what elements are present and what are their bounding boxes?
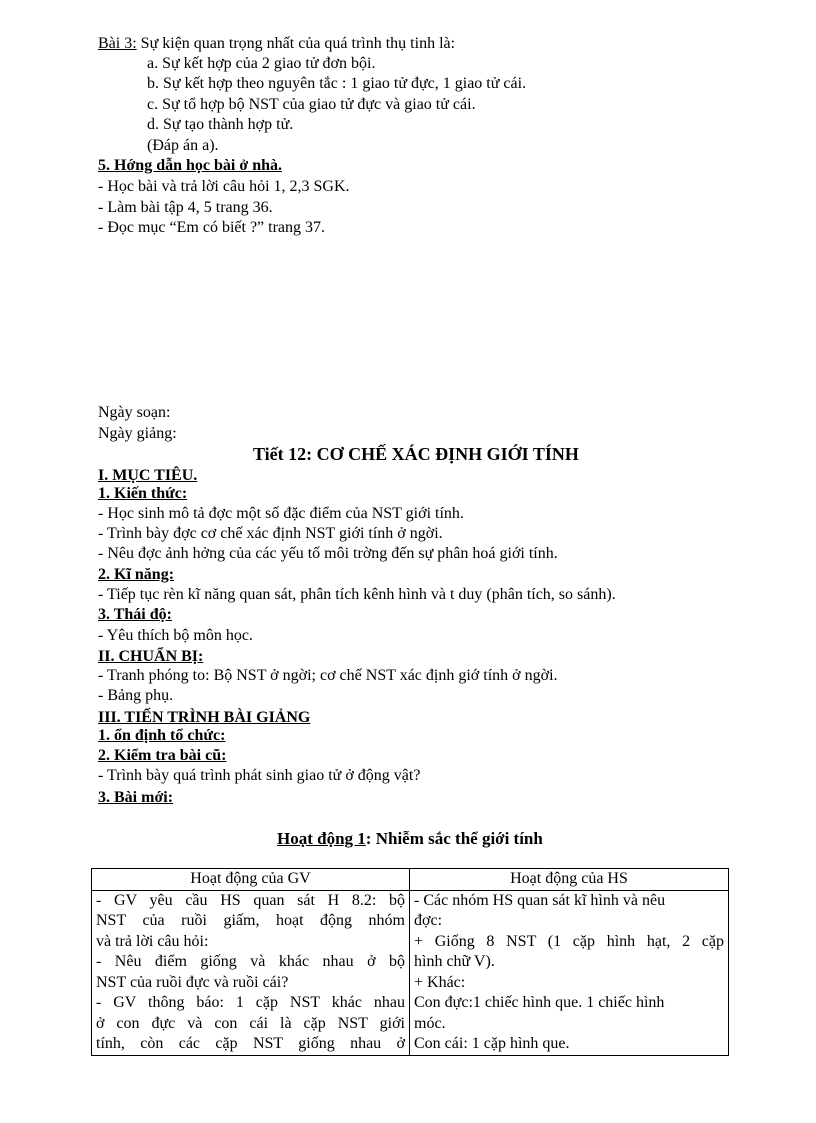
student-line: Con đực:1 chiếc hình que. 1 chiếc hình bbox=[414, 994, 665, 1011]
attitude-item-1: - Yêu thích bộ môn học. bbox=[98, 627, 253, 644]
lesson-prefix: Tiết 12: bbox=[253, 444, 313, 464]
teach-date-label: Ngày giảng: bbox=[98, 425, 177, 442]
teacher-line: - Nêu điểm giống và khác nhau ở bộ bbox=[96, 953, 405, 970]
activity-table-header bbox=[92, 869, 729, 891]
exercise-3-option-c: c. Sự tổ hợp bộ NST của giao tử đực và giao tử cái. bbox=[147, 96, 476, 113]
lesson-name: CƠ CHẾ XÁC ĐỊNH GIỚI TÍNH bbox=[316, 444, 579, 464]
student-line: Con cái: 1 cặp hình que. bbox=[414, 1035, 570, 1052]
student-line: - Các nhóm HS quan sát kĩ hình và nêu bbox=[414, 891, 666, 909]
exercise-3-label: Bài 3: bbox=[98, 35, 137, 52]
homework-item-3: - Đọc mục “Em có biết ?” trang 37. bbox=[98, 219, 326, 236]
activity-table-row bbox=[92, 890, 729, 1055]
student-line: hình chữ V). bbox=[414, 953, 495, 970]
teacher-line: NST của ruồi đực và ruồi cái? bbox=[96, 973, 289, 991]
teacher-line: NST của ruồi giấm, hoạt động nhóm bbox=[96, 912, 405, 929]
student-line: + Khác: bbox=[414, 973, 466, 991]
activity-table bbox=[91, 868, 729, 1056]
preparation-heading: II. CHUẨN BỊ: bbox=[98, 648, 204, 665]
homework-item-1: - Học bài và trả lời câu hỏi 1, 2,3 SGK. bbox=[98, 178, 350, 195]
knowledge-item-3: - Nêu đợc ảnh hởng của các yếu tố môi trờng đến sự phân hoá giới tính. bbox=[98, 545, 558, 562]
lesson-title bbox=[253, 444, 579, 464]
student-activity-cell bbox=[410, 890, 729, 1055]
exercise-3-option-b: b. Sự kết hợp theo nguyên tắc : 1 giao tử đực, 1 giao tử cái. bbox=[147, 75, 527, 92]
preparation-item-1: - Tranh phóng to: Bộ NST ở ngời; cơ chế NST xác định giớ tính ở ngời. bbox=[98, 667, 558, 684]
knowledge-item-1: - Học sinh mô tả đợc một số đặc điểm của NST giới tính. bbox=[98, 505, 464, 522]
exercise-3-question: Sự kiện quan trọng nhất của quá trình thụ tinh là: bbox=[140, 35, 456, 52]
student-line: móc. bbox=[414, 1014, 446, 1032]
teacher-activity-cell bbox=[92, 890, 410, 1055]
knowledge-heading: 1. Kiến thức: bbox=[98, 485, 188, 502]
column-header-gv: Hoạt động của GV bbox=[92, 869, 410, 891]
teacher-line: tính, còn các cặp NST giống nhau ở bbox=[96, 1035, 405, 1052]
exercise-3-line bbox=[98, 34, 455, 54]
activity-1-heading bbox=[277, 829, 543, 849]
prep-date-label: Ngày soạn: bbox=[98, 404, 171, 421]
teacher-line: - GV thông báo: 1 cặp NST khác nhau bbox=[96, 994, 405, 1011]
homework-heading: 5. Hớng dẫn học bài ở nhà. bbox=[98, 157, 282, 174]
student-line: + Giống 8 NST (1 cặp hình hạt, 2 cặp bbox=[414, 932, 724, 950]
process-step-2-item: - Trình bày quá trình phát sinh giao tử ở động vật? bbox=[98, 767, 421, 784]
knowledge-item-2: - Trình bày đợc cơ chế xác định NST giới tính ở ngời. bbox=[98, 525, 443, 542]
skills-heading: 2. Kĩ năng: bbox=[98, 566, 175, 583]
preparation-item-2: - Bảng phụ. bbox=[98, 687, 174, 704]
student-line: đợc: bbox=[414, 912, 443, 929]
skills-item-1: - Tiếp tục rèn kĩ năng quan sát, phân tích kênh hình và t duy (phân tích, so sánh). bbox=[98, 586, 616, 603]
teacher-line: - GV yêu cầu HS quan sát H 8.2: bộ bbox=[96, 891, 405, 909]
homework-item-2: - Làm bài tập 4, 5 trang 36. bbox=[98, 199, 273, 216]
activity-1-label: Hoạt động 1 bbox=[277, 829, 366, 848]
attitude-heading: 3. Thái độ: bbox=[98, 606, 172, 623]
teacher-line: và trả lời câu hỏi: bbox=[96, 932, 209, 950]
exercise-3-option-a: a. Sự kết hợp của 2 giao tử đơn bội. bbox=[147, 55, 376, 72]
objectives-heading: I. MỤC TIÊU. bbox=[98, 467, 198, 484]
process-step-2: 2. Kiểm tra bài cũ: bbox=[98, 747, 227, 764]
exercise-3-answer: (Đáp án a). bbox=[147, 137, 219, 154]
process-step-3: 3. Bài mới: bbox=[98, 789, 174, 806]
column-header-hs: Hoạt động của HS bbox=[410, 869, 729, 891]
activity-1-title: : Nhiễm sắc thể giới tính bbox=[365, 829, 543, 848]
process-heading: III. TIẾN TRÌNH BÀI GIẢNG bbox=[98, 709, 311, 726]
process-step-1: 1. ổn định tổ chức: bbox=[98, 727, 226, 744]
exercise-3-option-d: d. Sự tạo thành hợp tử. bbox=[147, 116, 294, 133]
teacher-line: ở con đực và con cái là cặp NST giới bbox=[96, 1014, 405, 1032]
